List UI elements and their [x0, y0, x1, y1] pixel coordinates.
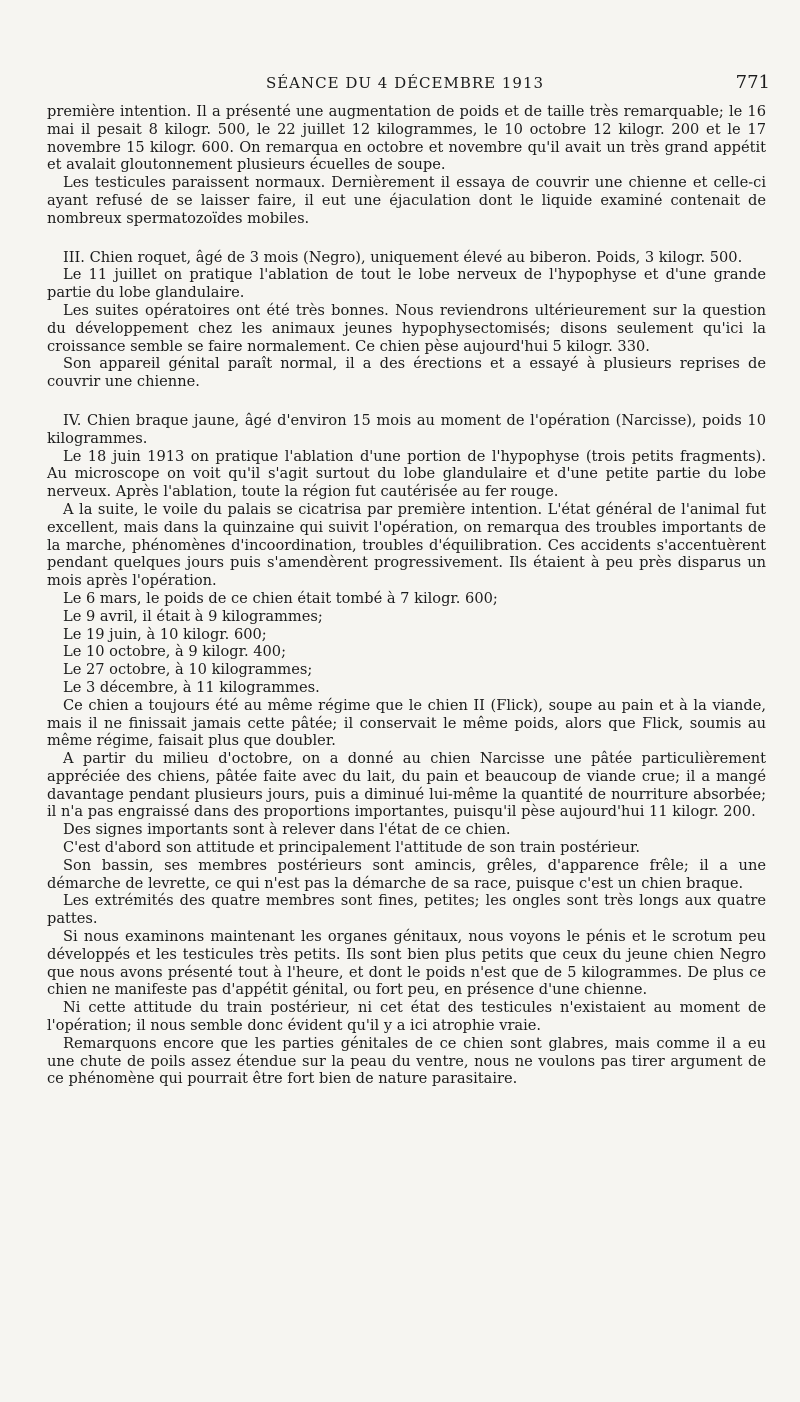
section-gap [47, 228, 766, 249]
paragraph: Le 10 octobre, à 9 kilogr. 400; [63, 643, 287, 661]
paragraph: Le 6 mars, le poids de ce chien était tombé à 7 kilogr. 600; [63, 589, 498, 607]
paragraph: IV. Chien braque jaune, âgé d'environ 15 mois au moment de l'opération (Narcisse), poids 10 kilogrammes. [47, 411, 766, 447]
paragraph: A partir du milieu d'octobre, on a donné au chien Narcisse une pâtée particulièrement appréciée des chiens, pâtée faite avec du lait, du pain et beaucoup de viande crue; il a mangé davantage pendant plusieurs jours, puis a diminué lui-même la quantité de nourriture absorbée; il n'a pas engraissé dans des proportions importantes, puisqu'il pèse aujourd'hui 11 kilogr. 200. [47, 750, 766, 821]
paragraph: Le 19 juin, à 10 kilogr. 600; [63, 625, 267, 643]
paragraph: Le 11 juillet on pratique l'ablation de tout le lobe nerveux de l'hypophyse et d'une grande partie du lobe glandulaire. [47, 266, 766, 302]
paragraph: A la suite, le voile du palais se cicatrisa par première intention. L'état général de l'animal fut excellent, mais dans la quinzaine qui suivit l'opération, on remarqua des troubles importants de la marche, phénomènes d'incoordination, troubles d'équilibration. Ces accidents s'accentuèrent pendant quelques jours puis s'amendèrent progressivement. Ils étaient à peu près disparus un mois après l'opération. [47, 500, 766, 590]
running-title: SÉANCE DU 4 DÉCEMBRE 1913 [265, 74, 545, 92]
paragraph: Le 27 octobre, à 10 kilogrammes; [63, 661, 313, 679]
paragraph: Son bassin, ses membres postérieurs sont amincis, grêles, d'apparence frêle; il a une démarche de levrette, ce qui n'est pas la démarche de sa race, puisque c'est un chien braque. [47, 856, 766, 892]
paragraph: C'est d'abord son attitude et principalement l'attitude de son train postérieur. [63, 839, 640, 857]
paragraph: Les extrémités des quatre membres sont fines, petites; les ongles sont très longs aux quatre pattes. [47, 892, 766, 928]
section-gap [47, 391, 766, 412]
paragraph: Les testicules paraissent normaux. Dernièrement il essaya de couvrir une chienne et celle-ci ayant refusé de se laisser faire, il eut une éjaculation dont le liquide examiné contenait de nombreux spermatozoïdes mobiles. [47, 174, 766, 227]
paragraph: Les suites opératoires ont été très bonnes. Nous reviendrons ultérieurement sur la question du développement chez les animaux jeunes hypophysectomisés; disons seulement qu'ici la croissance semble se faire normalement. Ce chien pèse aujourd'hui 5 kilogr. 330. [47, 301, 766, 355]
paragraph: Son appareil génital paraît normal, il a des érections et a essayé à plusieurs reprises de couvrir une chienne. [47, 355, 766, 391]
paragraph: III. Chien roquet, âgé de 3 mois (Negro), uniquement élevé au biberon. Poids, 3 kilogr. 500. [63, 248, 743, 266]
paragraph: Si nous examinons maintenant les organes génitaux, nous voyons le pénis et le scrotum peu développés et les testicules très petits. Ils sont bien plus petits que ceux du jeune chien Negro que nous avons présenté tout à l'heure, et dont le poids n'est que de 5 kilogrammes. De plus ce chien ne manifeste pas d'appétit génital, ou fort peu, en présence d'une chienne. [47, 928, 766, 999]
paragraph: Ce chien a toujours été au même régime que le chien II (Flick), soupe au pain et à la viande, mais il ne finissait jamais cette pâtée; il conservait le même poids, alors que Flick, soumis au même régime, faisait plus que doubler. [47, 696, 766, 750]
page-header [40, 70, 770, 98]
paragraph: Des signes importants sont à relever dans l'état de ce chien. [63, 821, 511, 839]
paragraph: Le 9 avril, il était à 9 kilogrammes; [63, 607, 323, 625]
paragraph: première intention. Il a présenté une augmentation de poids et de taille très remarquable; le 16 mai il pesait 8 kilogr. 500, le 22 juillet 12 kilogrammes, le 10 octobre 12 kilogr. 200 et le 17 novembre 15 kilogr. 600. On remarqua en octobre et novembre qu'il avait un très grand appétit et avalait gloutonnement plusieurs écuelles de soupe. [47, 103, 766, 174]
paragraph: Le 18 juin 1913 on pratique l'ablation d'une portion de l'hypophyse (trois petits fragments). Au microscope on voit qu'il s'agit surtout du lobe glandulaire et d'une petite partie du lobe nerveux. Après l'ablation, toute la région fut cautérisée au fer rouge. [47, 447, 766, 501]
paragraph: Le 3 décembre, à 11 kilogrammes. [63, 678, 320, 696]
page-number: 771 [735, 72, 770, 93]
body-text [47, 103, 766, 1088]
paragraph: Ni cette attitude du train postérieur, ni cet état des testicules n'existaient au moment de l'opération; il nous semble donc évident qu'il y a ici atrophie vraie. [47, 999, 766, 1035]
paragraph: Remarquons encore que les parties génitales de ce chien sont glabres, mais comme il a eu une chute de poils assez étendue sur la peau du ventre, nous ne voulons pas tirer argument de ce phénomène qui pourrait être fort bien de nature parasitaire. [47, 1034, 766, 1088]
